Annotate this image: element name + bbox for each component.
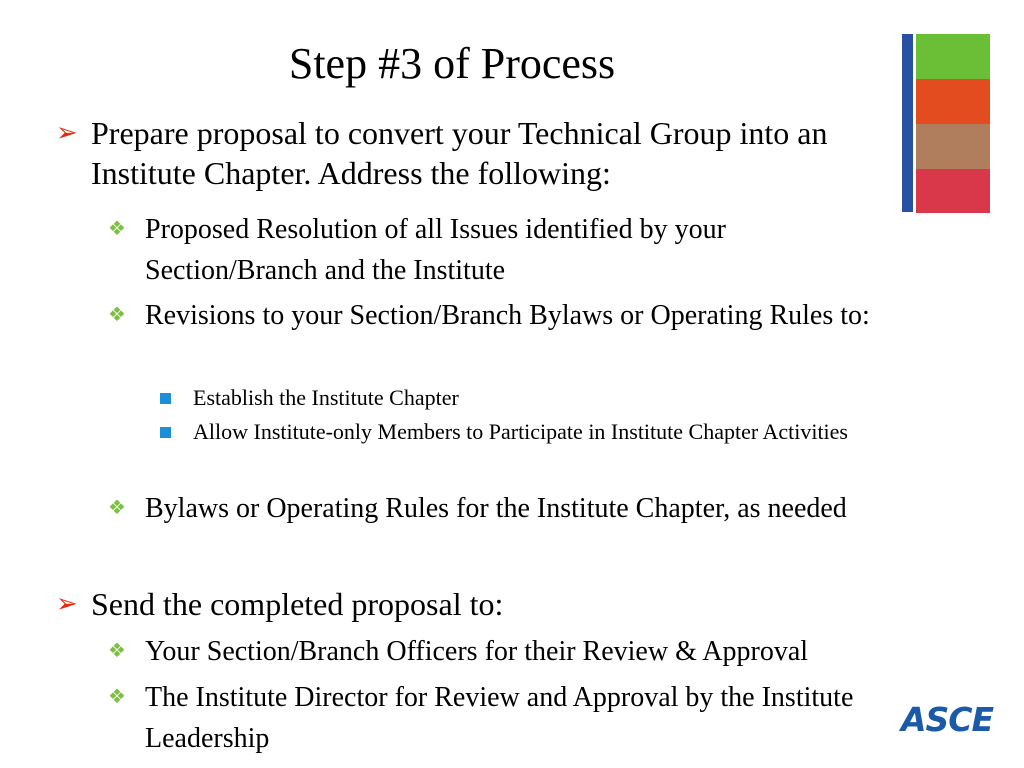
diamond-bullet-icon: ❖ <box>108 686 126 708</box>
bullet-item-level2 <box>108 631 988 672</box>
bullet-text: Bylaws or Operating Rules for the Institute Chapter, as needed <box>145 493 847 524</box>
diamond-bullet-icon: ❖ <box>108 640 126 662</box>
bullet-text: Prepare proposal to convert your Technical Group into an Institute Chapter. Address the following: <box>91 115 828 191</box>
bullet-item-level1 <box>56 113 896 193</box>
diamond-bullet-icon: ❖ <box>108 218 126 240</box>
arrow-bullet-icon: ➢ <box>56 589 78 618</box>
decorative-red-block <box>916 169 990 213</box>
decorative-blue-bar <box>902 34 913 212</box>
decorative-orange-block <box>916 79 990 124</box>
bullet-item-level2 <box>108 677 888 759</box>
bullet-item-level2 <box>108 295 918 336</box>
decorative-green-block <box>916 34 990 79</box>
arrow-bullet-icon: ➢ <box>56 118 78 147</box>
bullet-item-level1 <box>56 584 896 624</box>
diamond-bullet-icon: ❖ <box>108 304 126 326</box>
bullet-text: Establish the Institute Chapter <box>193 385 459 410</box>
bullet-item-level2 <box>108 488 918 529</box>
diamond-bullet-icon: ❖ <box>108 497 126 519</box>
bullet-text: Allow Institute-only Members to Participate in Institute Chapter Activities <box>193 419 848 444</box>
square-bullet-icon <box>160 393 171 404</box>
asce-logo: ASCE <box>901 700 994 739</box>
bullet-item-level3 <box>160 381 950 415</box>
square-bullet-icon <box>160 427 171 438</box>
bullet-text: Revisions to your Section/Branch Bylaws or Operating Rules to: <box>145 300 870 331</box>
bullet-item-level2 <box>108 209 898 291</box>
decorative-brown-block <box>916 124 990 169</box>
slide-title: Step #3 of Process <box>288 39 616 88</box>
bullet-text: Your Section/Branch Officers for their Review & Approval <box>145 636 809 667</box>
bullet-text: The Institute Director for Review and Approval by the Institute Leadership <box>145 682 854 754</box>
bullet-text: Proposed Resolution of all Issues identified by your Section/Branch and the Institute <box>145 214 726 286</box>
bullet-text: Send the completed proposal to: <box>91 586 504 622</box>
bullet-item-level3 <box>160 415 950 449</box>
